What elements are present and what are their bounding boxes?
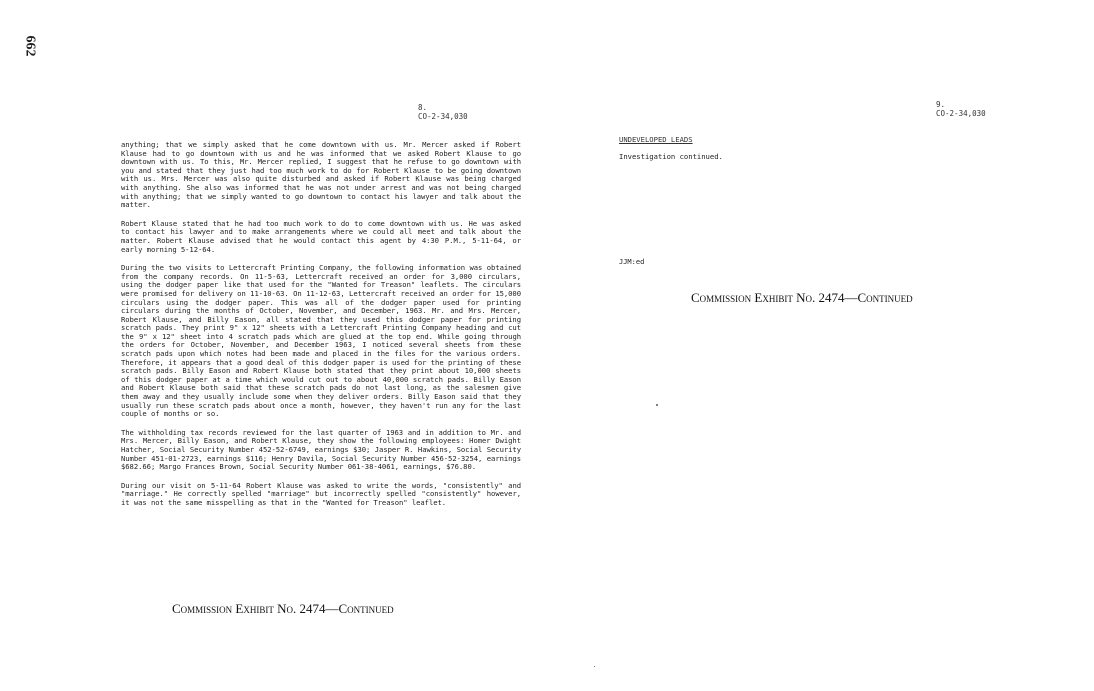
paragraph: Robert Klause stated that he had too much work to do to come downtown with us. He was asked to contact his lawyer and to make arrangements where we could all meet and talk about the matter. Robert Klause advised that he would contact this agent by 4:30 P.M., 5-11-64, or early morning 5-12-64. [121, 218, 521, 254]
left-page-header [418, 103, 468, 121]
left-exhibit-caption: Commission Exhibit No. 2474—Continued [172, 601, 394, 616]
paragraph: anything; that we simply asked that he come downtown with us. Mr. Mercer asked if Robert Klause had to go downtown with us and he was informed that we asked Robert Klause to go downtown with us. To this, Mr. Mercer replied, I suggest that he refuse to go downtown with you and stated that they just had too much work to do for Robert Klause to be going downtown with us. Mrs. Mercer was also quite disturbed and asked if Robert Klause was being charged with anything. She also was informed that he was not under arrest and was not being charged with anything; that we simply wanted to go downtown to contact his lawyer and talk about the matter. [121, 140, 521, 210]
right-page-body [619, 136, 819, 161]
typist-initials: JJM:ed [619, 258, 645, 266]
right-file-number: CO-2-34,030 [936, 109, 986, 118]
continued-text: Investigation continued. [619, 151, 723, 161]
left-page-number: 8. [418, 103, 428, 112]
paragraph: During the two visits to Lettercraft Printing Company, the following information was obtained from the company records. On 11-5-63, Lettercraft received an order for 3,000 circulars, using the dodger paper like that used for the "Wanted for Treason" leaflets. The circulars were promised for delivery on 11-10-63. On 11-12-63, Lettercraft received an order for 15,000 circulars using the dodger paper. This was all of the dodger paper used for printing circulars during the months of October, November, and December, 1963. Mr. and Mrs. Mercer, Robert Klause, and Billy Eason, all stated that they used this dodger paper for printing scratch pads. They print 9" x 12" sheets with a Lettercraft Printing Company heading and cut the 9" x 12" sheet into 4 scratch pads which are glued at the top end. While going through the orders for October, November, and December 1963, I noticed several sheets from these scratch pads upon which notes had been made and placed in the files for the various orders. Therefore, it appears that a good deal of this dodger paper is used for the printing of these scratch pads. Billy Eason and Robert Klause both stated that they print about 10,000 sheets of this dodger paper at a time which would cut out to about 40,000 scratch pads. Billy Eason and Robert Klause both said that these scratch pads do not last long, as the salesmen give them away and they usually include some when they deliver orders. Billy Eason said that they usually run these scratch pads about once a month, however, they haven't run any for the last couple of months or so. [121, 263, 521, 419]
right-page-header [936, 100, 986, 118]
right-page-number: 9. [936, 100, 946, 109]
left-file-number: CO-2-34,030 [418, 112, 468, 121]
volume-page-number: 662 [22, 35, 38, 57]
scan-speck [594, 666, 595, 667]
scan-speck [656, 404, 658, 406]
right-exhibit-caption: Commission Exhibit No. 2474—Continued [691, 290, 913, 305]
section-heading: UNDEVELOPED LEADS [619, 135, 693, 144]
paragraph: During our visit on 5-11-64 Robert Klause was asked to write the words, "consistently" and "marriage." He correctly spelled "marriage" but incorrectly spelled "consistently" however, it was not the same misspelling as that in the "Wanted for Treason" leaflet. [121, 480, 521, 507]
left-page-body [121, 141, 521, 518]
paragraph: The withholding tax records reviewed for the last quarter of 1963 and in addition to Mr. and Mrs. Mercer, Billy Eason, and Robert Klause, they show the following employees: Homer Dwight Hatcher, Social Security Number 452-52-6749, earnings $30; Jasper R. Hawkins, Social Security Number 451-01-2723, earnings $116; Henry Davila, Social Security Number 456-52-3254, earnings $682.66; Margo Frances Brown, Social Security Number 061-38-4061, earnings, $76.80. [121, 427, 521, 472]
